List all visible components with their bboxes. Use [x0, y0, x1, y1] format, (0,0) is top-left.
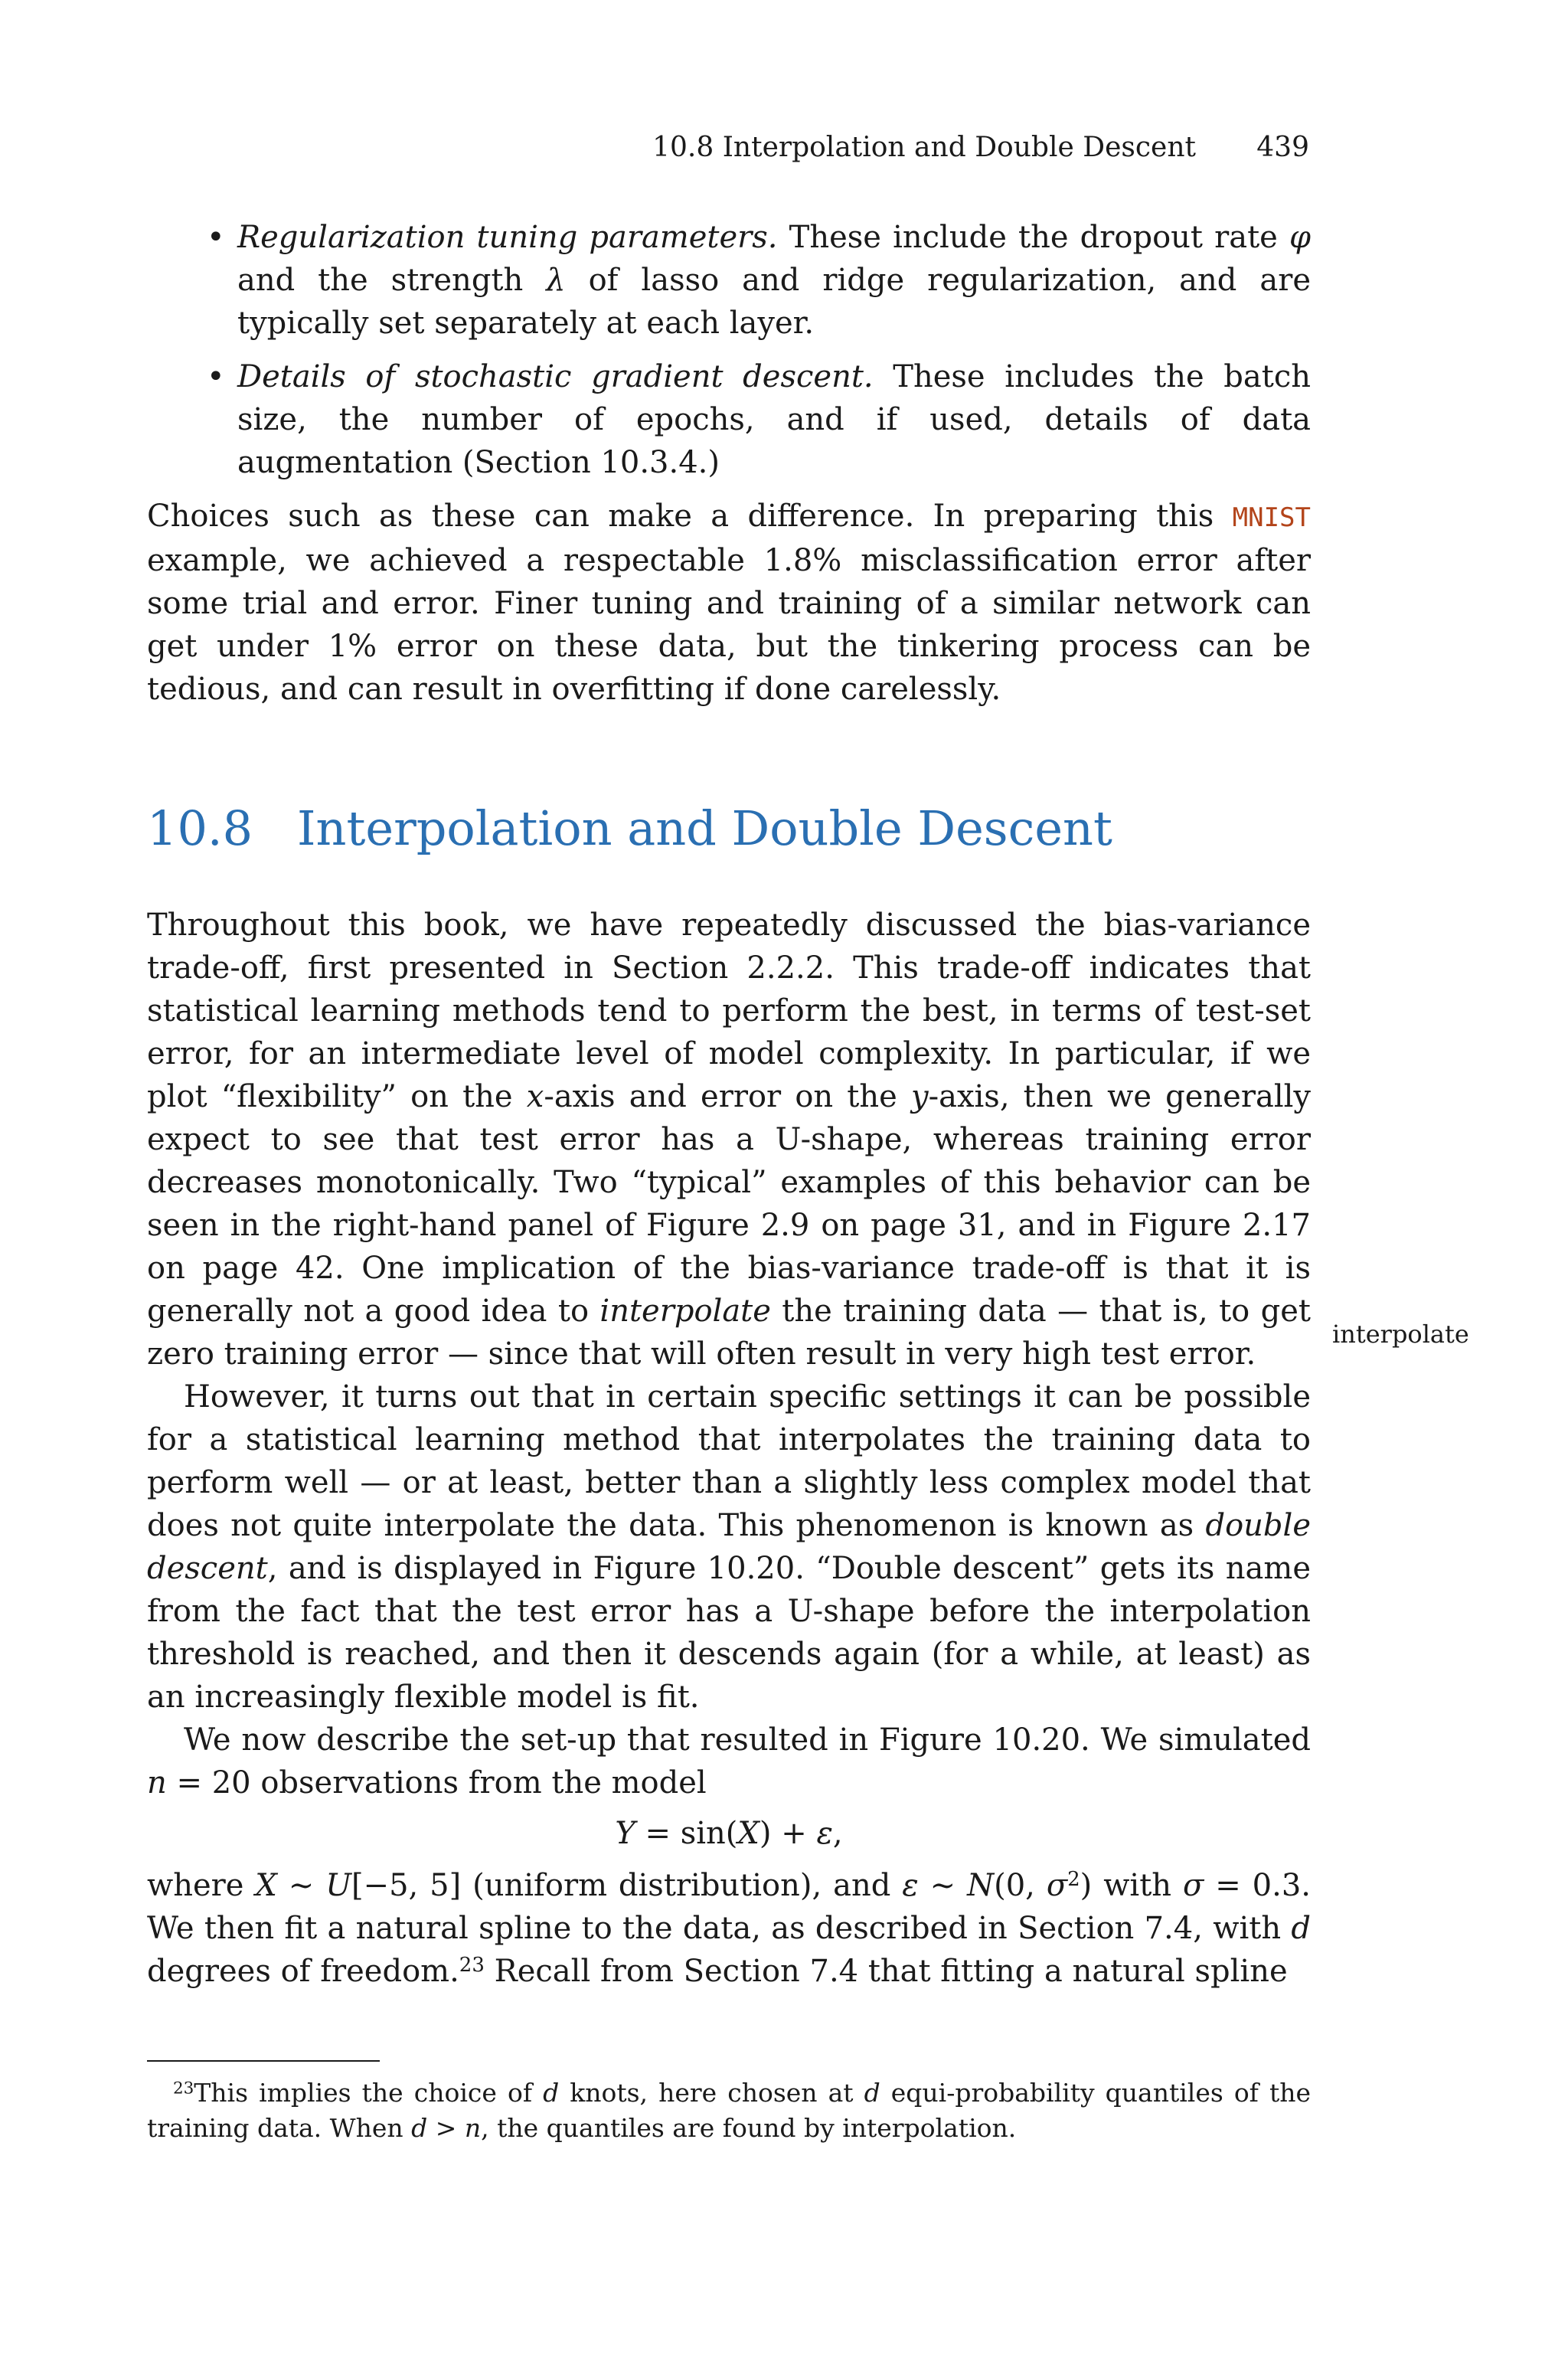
- text-run: degrees of freedom.: [147, 1954, 459, 1989]
- bullet-text: These include the dropout rate: [777, 220, 1289, 255]
- math-epsilon: ε: [902, 1868, 919, 1903]
- text-run: = 20 observations from the model: [166, 1765, 707, 1801]
- text-run: example, we achieved a respectable 1.8% misclassification error after some trial and error. Finer tuning and training of a similar network can get under 1% error on these data, but the tinkering process can be tedious, and can result in overfitting if done carelessly.: [147, 543, 1311, 707]
- math-d: d: [864, 2078, 880, 2108]
- math-exponent: 2: [1067, 1868, 1080, 1891]
- bullet-icon: •: [207, 220, 225, 255]
- math-n: n: [147, 1765, 167, 1801]
- math-N: N: [967, 1868, 995, 1903]
- text-run: Choices such as these can make a difference. In preparing this: [147, 499, 1233, 534]
- math-d: d: [543, 2078, 560, 2108]
- display-equation: [147, 1812, 1311, 1855]
- text-run: , the quantiles are found by interpolation.: [481, 2113, 1017, 2143]
- math-y: y: [910, 1079, 929, 1114]
- paragraph-model-details: [147, 1864, 1311, 1993]
- top-text-block: [147, 216, 1311, 711]
- math-sigma: σ: [1183, 1868, 1204, 1903]
- math-X: X: [255, 1868, 277, 1903]
- bullet-text: and the strength: [237, 263, 547, 298]
- text-run: ∼: [918, 1868, 968, 1903]
- text-run: equi-probability quantiles of the training data. When: [147, 2078, 1311, 2143]
- bullet-text: These includes the batch size, the number of epochs, and if used, details of data augmentation (Section 10.3.4.): [237, 359, 1311, 480]
- term-interpolate: interpolate: [599, 1294, 771, 1329]
- footnote-mark: 23: [173, 2079, 194, 2098]
- math-lambda: λ: [546, 263, 566, 298]
- text-run: Throughout this book, we have repeatedly discussed the bias-variance trade-off, first presented in Section 2.2.2. This trade-off indicates that statistical learning methods tend to perform the best, in terms of test-set error, for an intermediate level of model complexity. In particular, if we plot “flexibility” on the: [147, 908, 1311, 1114]
- text-run: This implies the choice of: [194, 2078, 544, 2108]
- term-double-descent: double descent: [147, 1508, 1311, 1586]
- text-run: Recall from Section 7.4 that fitting a natural spline: [484, 1954, 1288, 1989]
- paragraph-choices: [147, 495, 1311, 711]
- math-phi: φ: [1289, 220, 1311, 255]
- bullet-icon: •: [207, 359, 225, 394]
- running-head-title: 10.8 Interpolation and Double Descent: [652, 132, 1196, 163]
- page-number: 439: [1256, 132, 1309, 163]
- text-run: where: [147, 1868, 256, 1903]
- bullet-item-sgd: [147, 355, 1311, 484]
- text-run: However, it turns out that in certain specific settings it can be possible for a statistical learning method that interpolates the training data to perform well — or at least, better than a slightly less complex model that does not quite interpolate the data. This phenomenon is known as: [147, 1379, 1311, 1543]
- text-run: ∼: [276, 1868, 326, 1903]
- text-run: , and is displayed in Figure 10.20. “Double descent” gets its name from the fact that the test error has a U-shape before the interpolation threshold is reached, and then it descends again (for a while, at least) as an increasingly flexible model is fit.: [147, 1551, 1311, 1715]
- section-heading: [147, 798, 1311, 859]
- section-title: Interpolation and Double Descent: [297, 800, 1112, 856]
- bullet-text: of lasso and ridge regularization, and are typically set separately at each layer.: [237, 263, 1311, 341]
- text-run: [−5, 5] (uniform distribution), and: [351, 1868, 903, 1903]
- bullet-lead: Details of stochastic gradient descent.: [237, 359, 874, 394]
- bullet-list: [147, 216, 1311, 484]
- math-Y: Y: [615, 1816, 635, 1851]
- math-U: U: [325, 1868, 351, 1903]
- math-X: X: [737, 1816, 760, 1851]
- text-run: We now describe the set-up that resulted in Figure 10.20. We simulated: [184, 1722, 1311, 1758]
- paragraph-setup: [147, 1719, 1311, 1804]
- text-run: = 0.3. We then fit a natural spline to the data, as described in Section 7.4, with: [147, 1868, 1311, 1946]
- equation-text: = sin(: [635, 1816, 738, 1851]
- margin-note-interpolate: interpolate: [1332, 1320, 1469, 1349]
- footnote-rule: [147, 2060, 380, 2062]
- text-run: -axis, then we generally expect to see that test error has a U-shape, whereas training error decreases monotonically. Two “typical” examples of this behavior can be seen in the right-hand panel of Figure 2.9 on page 31, and in Figure 2.17 on page 42. One implication of the bias-variance trade-off is that it is generally not a good idea to: [147, 1079, 1312, 1329]
- running-head: [147, 129, 1311, 167]
- text-run: -axis and error on the: [544, 1079, 911, 1114]
- math-x: x: [526, 1079, 544, 1114]
- footnote-reference[interactable]: 23: [459, 1954, 485, 1977]
- math-d: d: [411, 2113, 428, 2143]
- equation-text: ) +: [759, 1816, 817, 1851]
- paragraph-bias-variance: [147, 904, 1311, 1375]
- text-run: (0,: [994, 1868, 1047, 1903]
- text-run: ) with: [1080, 1868, 1183, 1903]
- equation-text: ,: [832, 1816, 843, 1851]
- math-epsilon: ε: [816, 1816, 833, 1851]
- paragraph-double-descent: [147, 1375, 1311, 1719]
- bullet-item-regularization: [147, 216, 1311, 345]
- math-d: d: [1291, 1911, 1311, 1946]
- bullet-lead: Regularization tuning parameters.: [237, 220, 778, 255]
- math-n: n: [464, 2113, 482, 2143]
- text-run: >: [427, 2113, 465, 2143]
- code-mnist: MNIST: [1232, 502, 1311, 533]
- text-run: the training data — that is, to get zero training error — since that will often result in very high test error.: [147, 1294, 1311, 1372]
- section-body: [147, 904, 1311, 1993]
- math-sigma: σ: [1046, 1868, 1068, 1903]
- section-number: 10.8: [147, 800, 253, 856]
- text-run: knots, here chosen at: [559, 2078, 864, 2108]
- footnote-23: [147, 2075, 1311, 2146]
